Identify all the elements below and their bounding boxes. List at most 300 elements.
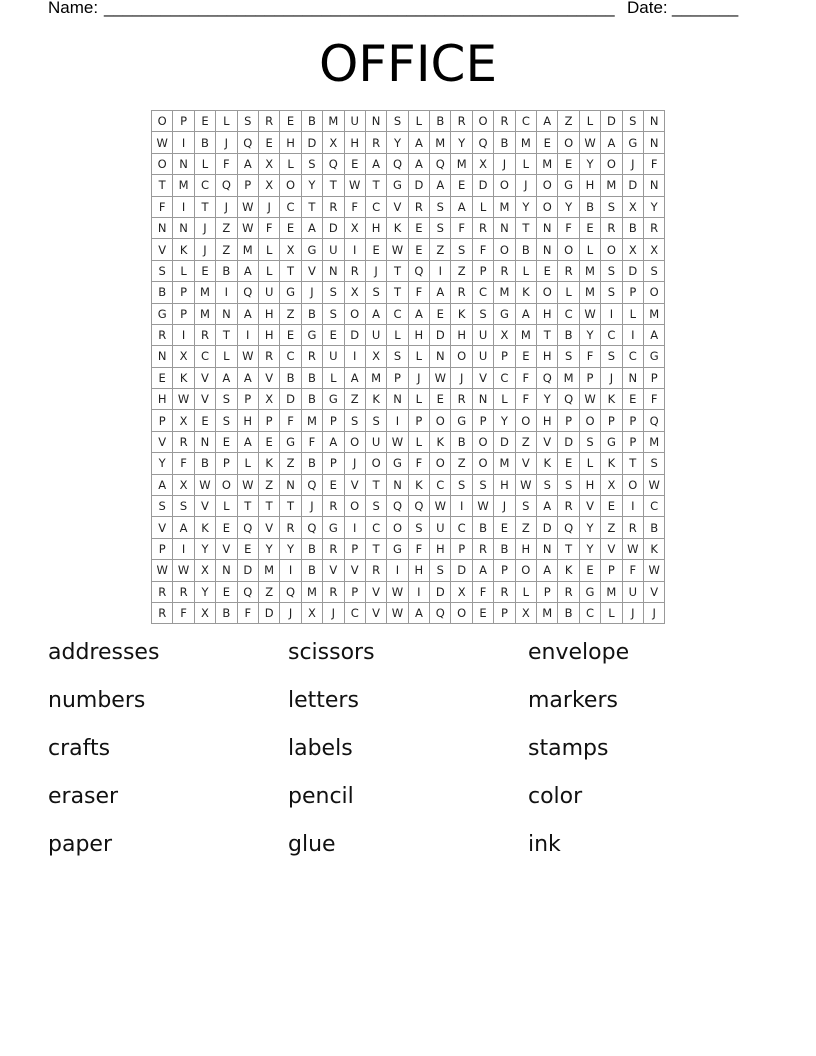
grid-cell[interactable]: O [558,239,579,260]
grid-cell[interactable]: V [387,196,408,217]
grid-cell[interactable]: X [323,132,344,153]
grid-cell[interactable]: S [323,303,344,324]
grid-cell[interactable]: J [451,367,472,388]
grid-cell[interactable]: W [430,496,451,517]
grid-cell[interactable]: X [451,581,472,602]
grid-cell[interactable]: O [579,410,600,431]
grid-cell[interactable]: G [301,239,322,260]
grid-cell[interactable]: E [280,217,301,238]
grid-cell[interactable]: B [301,453,322,474]
grid-cell[interactable]: S [152,496,173,517]
grid-cell[interactable]: J [601,367,622,388]
grid-cell[interactable]: I [430,260,451,281]
grid-cell[interactable]: A [173,517,194,538]
grid-cell[interactable]: N [643,111,664,132]
grid-cell[interactable]: J [494,496,515,517]
grid-cell[interactable]: F [558,217,579,238]
grid-cell[interactable]: Y [558,196,579,217]
grid-cell[interactable]: A [408,602,429,623]
grid-cell[interactable]: P [323,453,344,474]
grid-cell[interactable]: I [173,538,194,559]
grid-cell[interactable]: O [643,282,664,303]
grid-cell[interactable]: N [323,260,344,281]
grid-cell[interactable]: A [237,431,258,452]
grid-cell[interactable]: T [515,217,536,238]
grid-cell[interactable]: Q [537,367,558,388]
grid-cell[interactable]: N [537,239,558,260]
grid-cell[interactable]: U [472,324,493,345]
grid-cell[interactable]: S [216,389,237,410]
grid-cell[interactable]: X [472,153,493,174]
grid-cell[interactable]: L [579,453,600,474]
grid-cell[interactable]: W [237,196,258,217]
grid-cell[interactable]: Q [408,260,429,281]
grid-cell[interactable]: J [515,175,536,196]
grid-cell[interactable]: L [408,389,429,410]
grid-cell[interactable]: S [365,496,386,517]
grid-cell[interactable]: C [280,346,301,367]
grid-cell[interactable]: R [344,260,365,281]
grid-cell[interactable]: E [194,410,215,431]
grid-cell[interactable]: B [301,389,322,410]
grid-cell[interactable]: I [601,303,622,324]
grid-cell[interactable]: X [494,324,515,345]
grid-cell[interactable]: R [451,111,472,132]
grid-cell[interactable]: X [194,602,215,623]
grid-cell[interactable]: H [579,175,600,196]
grid-cell[interactable]: A [365,303,386,324]
grid-cell[interactable]: P [622,282,643,303]
grid-cell[interactable]: W [237,217,258,238]
grid-cell[interactable]: F [408,538,429,559]
grid-cell[interactable]: C [344,602,365,623]
grid-cell[interactable]: S [365,410,386,431]
grid-cell[interactable]: O [451,602,472,623]
grid-cell[interactable]: X [194,560,215,581]
grid-cell[interactable]: A [237,260,258,281]
grid-cell[interactable]: M [494,196,515,217]
grid-cell[interactable]: L [258,239,279,260]
grid-cell[interactable]: Y [537,389,558,410]
grid-cell[interactable]: P [237,389,258,410]
grid-cell[interactable]: A [323,431,344,452]
grid-cell[interactable]: B [472,517,493,538]
grid-cell[interactable]: N [622,367,643,388]
grid-cell[interactable]: R [258,346,279,367]
grid-cell[interactable]: E [258,431,279,452]
grid-cell[interactable]: D [301,132,322,153]
grid-cell[interactable]: X [258,153,279,174]
grid-cell[interactable]: I [344,239,365,260]
grid-cell[interactable]: Q [237,581,258,602]
grid-cell[interactable]: V [472,367,493,388]
grid-cell[interactable]: J [194,239,215,260]
grid-cell[interactable]: C [430,474,451,495]
grid-cell[interactable]: I [387,410,408,431]
grid-cell[interactable]: Q [301,474,322,495]
grid-cell[interactable]: M [494,453,515,474]
grid-cell[interactable]: U [430,517,451,538]
grid-cell[interactable]: B [216,260,237,281]
grid-cell[interactable]: P [451,538,472,559]
grid-cell[interactable]: C [194,346,215,367]
grid-cell[interactable]: Y [451,132,472,153]
grid-cell[interactable]: A [237,303,258,324]
grid-cell[interactable]: N [194,431,215,452]
grid-cell[interactable]: Z [216,217,237,238]
grid-cell[interactable]: R [472,538,493,559]
grid-cell[interactable]: T [194,196,215,217]
grid-cell[interactable]: H [408,324,429,345]
grid-cell[interactable]: X [622,239,643,260]
grid-cell[interactable]: S [323,282,344,303]
grid-cell[interactable]: F [173,453,194,474]
grid-cell[interactable]: M [258,560,279,581]
grid-cell[interactable]: K [601,389,622,410]
grid-cell[interactable]: Q [387,496,408,517]
grid-cell[interactable]: R [173,581,194,602]
grid-cell[interactable]: D [430,581,451,602]
grid-cell[interactable]: O [344,431,365,452]
grid-cell[interactable]: N [494,217,515,238]
grid-cell[interactable]: H [280,132,301,153]
grid-cell[interactable]: O [152,111,173,132]
grid-cell[interactable]: M [173,175,194,196]
grid-cell[interactable]: E [216,581,237,602]
grid-cell[interactable]: Y [387,132,408,153]
grid-cell[interactable]: X [365,346,386,367]
grid-cell[interactable]: L [515,260,536,281]
grid-cell[interactable]: I [237,324,258,345]
grid-cell[interactable]: V [258,517,279,538]
grid-cell[interactable]: B [622,217,643,238]
grid-cell[interactable]: L [323,367,344,388]
grid-cell[interactable]: V [152,431,173,452]
grid-cell[interactable]: J [622,602,643,623]
grid-cell[interactable]: A [301,217,322,238]
grid-cell[interactable]: G [451,410,472,431]
grid-cell[interactable]: U [323,346,344,367]
name-field[interactable]: ______________________________________________________ [104,0,615,17]
grid-cell[interactable]: S [537,474,558,495]
grid-cell[interactable]: K [365,389,386,410]
grid-cell[interactable]: T [323,175,344,196]
grid-cell[interactable]: H [258,303,279,324]
grid-cell[interactable]: L [494,389,515,410]
grid-cell[interactable]: Y [280,538,301,559]
grid-cell[interactable]: W [515,474,536,495]
grid-cell[interactable]: R [622,517,643,538]
grid-cell[interactable]: W [387,581,408,602]
grid-cell[interactable]: P [173,111,194,132]
grid-cell[interactable]: D [280,389,301,410]
grid-cell[interactable]: L [216,111,237,132]
grid-cell[interactable]: T [152,175,173,196]
grid-cell[interactable]: Q [430,602,451,623]
grid-cell[interactable]: L [216,346,237,367]
grid-cell[interactable]: A [643,324,664,345]
grid-cell[interactable]: Z [258,474,279,495]
grid-cell[interactable]: L [579,239,600,260]
grid-cell[interactable]: R [408,196,429,217]
grid-cell[interactable]: D [344,324,365,345]
grid-cell[interactable]: B [494,538,515,559]
grid-cell[interactable]: W [579,389,600,410]
grid-cell[interactable]: R [152,324,173,345]
grid-cell[interactable]: E [537,260,558,281]
grid-cell[interactable]: D [451,560,472,581]
grid-cell[interactable]: N [173,153,194,174]
grid-cell[interactable]: E [537,132,558,153]
grid-cell[interactable]: C [558,303,579,324]
grid-cell[interactable]: K [451,303,472,324]
grid-cell[interactable]: X [173,410,194,431]
grid-cell[interactable]: S [601,282,622,303]
grid-cell[interactable]: C [622,346,643,367]
grid-cell[interactable]: A [365,153,386,174]
grid-cell[interactable]: S [430,196,451,217]
grid-cell[interactable]: B [430,111,451,132]
grid-cell[interactable]: S [579,431,600,452]
grid-cell[interactable]: U [622,581,643,602]
grid-cell[interactable]: M [515,324,536,345]
grid-cell[interactable]: F [515,367,536,388]
grid-cell[interactable]: S [408,517,429,538]
grid-cell[interactable]: M [579,260,600,281]
grid-cell[interactable]: R [365,132,386,153]
grid-cell[interactable]: T [216,324,237,345]
grid-cell[interactable]: R [494,581,515,602]
grid-cell[interactable]: A [237,367,258,388]
grid-cell[interactable]: F [280,410,301,431]
grid-cell[interactable]: F [408,453,429,474]
grid-cell[interactable]: D [430,324,451,345]
grid-cell[interactable]: M [601,581,622,602]
grid-cell[interactable]: D [601,111,622,132]
grid-cell[interactable]: T [622,453,643,474]
grid-cell[interactable]: X [258,175,279,196]
grid-cell[interactable]: R [558,496,579,517]
grid-cell[interactable]: P [472,410,493,431]
grid-cell[interactable]: S [558,474,579,495]
grid-cell[interactable]: W [622,538,643,559]
grid-cell[interactable]: H [152,389,173,410]
grid-cell[interactable]: I [216,282,237,303]
grid-cell[interactable]: M [579,282,600,303]
grid-cell[interactable]: C [494,367,515,388]
grid-cell[interactable]: N [430,346,451,367]
grid-cell[interactable]: H [258,324,279,345]
grid-cell[interactable]: E [579,560,600,581]
grid-cell[interactable]: R [323,581,344,602]
grid-cell[interactable]: H [430,538,451,559]
grid-cell[interactable]: B [194,453,215,474]
grid-cell[interactable]: S [601,346,622,367]
grid-cell[interactable]: M [430,132,451,153]
grid-cell[interactable]: F [472,581,493,602]
grid-cell[interactable]: W [643,474,664,495]
grid-cell[interactable]: R [258,111,279,132]
grid-cell[interactable]: F [216,153,237,174]
grid-cell[interactable]: G [387,538,408,559]
grid-cell[interactable]: F [643,389,664,410]
grid-cell[interactable]: V [216,538,237,559]
grid-cell[interactable]: I [173,132,194,153]
grid-cell[interactable]: C [451,517,472,538]
grid-cell[interactable]: H [494,474,515,495]
grid-cell[interactable]: B [301,560,322,581]
grid-cell[interactable]: J [365,260,386,281]
grid-cell[interactable]: G [280,282,301,303]
grid-cell[interactable]: U [472,346,493,367]
grid-cell[interactable]: E [152,367,173,388]
grid-cell[interactable]: B [216,602,237,623]
grid-cell[interactable]: P [643,367,664,388]
grid-cell[interactable]: M [537,602,558,623]
grid-cell[interactable]: Y [194,538,215,559]
grid-cell[interactable]: I [173,196,194,217]
grid-cell[interactable]: Y [515,196,536,217]
grid-cell[interactable]: O [515,560,536,581]
grid-cell[interactable]: L [408,346,429,367]
grid-cell[interactable]: F [237,602,258,623]
grid-cell[interactable]: Y [643,196,664,217]
grid-cell[interactable]: A [430,282,451,303]
grid-cell[interactable]: F [258,217,279,238]
grid-cell[interactable]: T [365,474,386,495]
grid-cell[interactable]: S [430,217,451,238]
grid-cell[interactable]: M [194,282,215,303]
grid-cell[interactable]: M [194,303,215,324]
grid-cell[interactable]: Q [472,132,493,153]
grid-cell[interactable]: A [472,560,493,581]
grid-cell[interactable]: X [173,474,194,495]
grid-cell[interactable]: V [344,560,365,581]
grid-cell[interactable]: A [537,111,558,132]
grid-cell[interactable]: E [258,132,279,153]
grid-cell[interactable]: W [237,346,258,367]
grid-cell[interactable]: P [622,410,643,431]
grid-cell[interactable]: M [237,239,258,260]
grid-cell[interactable]: D [472,175,493,196]
grid-cell[interactable]: B [494,132,515,153]
grid-cell[interactable]: R [152,602,173,623]
grid-cell[interactable]: L [601,602,622,623]
grid-cell[interactable]: R [152,581,173,602]
grid-cell[interactable]: O [344,303,365,324]
grid-cell[interactable]: M [537,153,558,174]
grid-cell[interactable]: X [601,474,622,495]
grid-cell[interactable]: F [451,217,472,238]
grid-cell[interactable]: O [537,196,558,217]
grid-cell[interactable]: S [643,453,664,474]
grid-cell[interactable]: C [472,282,493,303]
grid-cell[interactable]: L [408,431,429,452]
grid-cell[interactable]: K [430,431,451,452]
grid-cell[interactable]: E [579,217,600,238]
grid-cell[interactable]: F [344,196,365,217]
grid-cell[interactable]: Q [237,282,258,303]
grid-cell[interactable]: U [344,111,365,132]
grid-cell[interactable]: Z [558,111,579,132]
grid-cell[interactable]: R [558,260,579,281]
grid-cell[interactable]: H [515,538,536,559]
grid-cell[interactable]: C [194,175,215,196]
grid-cell[interactable]: P [601,560,622,581]
grid-cell[interactable]: S [472,303,493,324]
grid-cell[interactable]: H [344,132,365,153]
grid-cell[interactable]: Y [579,153,600,174]
grid-cell[interactable]: Y [258,538,279,559]
grid-cell[interactable]: X [643,239,664,260]
grid-cell[interactable]: L [237,453,258,474]
grid-cell[interactable]: I [173,324,194,345]
grid-cell[interactable]: M [601,175,622,196]
grid-cell[interactable]: J [643,602,664,623]
grid-cell[interactable]: E [408,217,429,238]
grid-cell[interactable]: E [194,260,215,281]
grid-cell[interactable]: H [537,346,558,367]
grid-cell[interactable]: W [173,389,194,410]
grid-cell[interactable]: Y [579,517,600,538]
grid-cell[interactable]: V [579,496,600,517]
grid-cell[interactable]: W [194,474,215,495]
grid-cell[interactable]: I [451,496,472,517]
grid-cell[interactable]: R [494,260,515,281]
grid-cell[interactable]: Z [515,517,536,538]
grid-cell[interactable]: R [301,346,322,367]
grid-cell[interactable]: D [558,431,579,452]
grid-cell[interactable]: Z [451,453,472,474]
grid-cell[interactable]: U [323,239,344,260]
grid-cell[interactable]: L [387,324,408,345]
grid-cell[interactable]: T [301,196,322,217]
grid-cell[interactable]: L [216,496,237,517]
grid-cell[interactable]: G [494,303,515,324]
grid-cell[interactable]: O [430,410,451,431]
grid-cell[interactable]: E [280,324,301,345]
grid-cell[interactable]: W [579,303,600,324]
grid-cell[interactable]: E [344,153,365,174]
grid-cell[interactable]: F [301,431,322,452]
grid-cell[interactable]: P [323,410,344,431]
grid-cell[interactable]: H [537,410,558,431]
grid-cell[interactable]: S [387,111,408,132]
grid-cell[interactable]: N [537,538,558,559]
grid-cell[interactable]: E [622,389,643,410]
grid-cell[interactable]: A [408,132,429,153]
grid-cell[interactable]: E [515,346,536,367]
grid-cell[interactable]: N [216,560,237,581]
grid-cell[interactable]: A [408,303,429,324]
grid-cell[interactable]: R [643,217,664,238]
grid-cell[interactable]: P [387,367,408,388]
grid-cell[interactable]: L [173,260,194,281]
grid-cell[interactable]: P [173,282,194,303]
grid-cell[interactable]: X [344,282,365,303]
grid-cell[interactable]: G [152,303,173,324]
grid-cell[interactable]: W [344,175,365,196]
grid-cell[interactable]: A [344,367,365,388]
grid-cell[interactable]: M [323,111,344,132]
grid-cell[interactable]: K [515,282,536,303]
grid-cell[interactable]: N [537,217,558,238]
grid-cell[interactable]: T [258,496,279,517]
grid-cell[interactable]: P [152,538,173,559]
grid-cell[interactable]: Q [323,153,344,174]
grid-cell[interactable]: N [387,474,408,495]
grid-cell[interactable]: P [216,453,237,474]
